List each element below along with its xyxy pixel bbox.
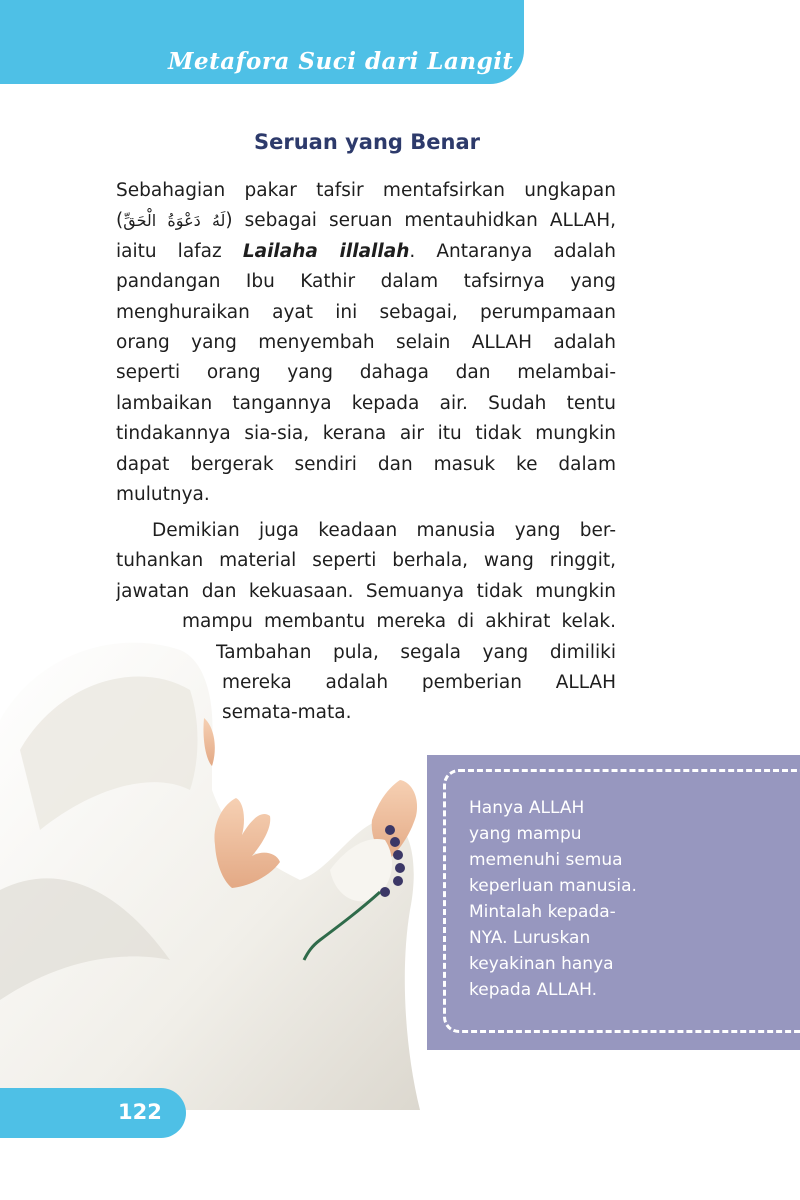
text-line: orang yang menyembah selain ALLAH adalah (116, 331, 616, 353)
text-line: tuhankan material seperti berhala, wang ringgit, (116, 550, 616, 572)
emphasized-phrase: Lailaha illallah (242, 240, 410, 262)
praying-woman-illustration (0, 630, 430, 1110)
section-heading: Seruan yang Benar (254, 130, 480, 154)
text-line: mampu membantu mereka di akhirat kelak. (182, 611, 616, 633)
arabic-phrase: لَهُ دَعْوَةُ الْحَقِّ (123, 211, 226, 231)
callout-box (427, 755, 800, 1050)
callout-line: Mintalah kepada- (469, 902, 616, 922)
text-line: mulutnya. (116, 483, 210, 505)
text-line: pandangan Ibu Kathir dalam tafsirnya yang (116, 271, 616, 293)
callout-line: memenuhi semua (469, 850, 623, 870)
text-line: mereka adalah pemberian ALLAH (222, 671, 616, 693)
text-line: menghuraikan ayat ini sebagai, perumpamaan (116, 301, 616, 323)
text-line: semata-mata. (222, 702, 352, 724)
page-number: 122 (118, 1100, 162, 1124)
text-line: seperti orang yang dahaga dan melambai- (116, 362, 616, 384)
callout-line: Hanya ALLAH (469, 798, 585, 818)
text-line: lambaikan tangannya kepada air. Sudah tentu (116, 392, 616, 414)
callout-line: kepada ALLAH. (469, 980, 597, 1000)
callout-line: keyakinan hanya (469, 954, 614, 974)
text-line: (لَهُ دَعْوَةُ الْحَقِّ) sebagai seruan mentauhidkan ALLAH, (116, 210, 616, 232)
text-line: tindakannya sia-sia, kerana air itu tidak mungkin (116, 423, 616, 445)
text-line: dapat bergerak sendiri dan masuk ke dalam (116, 453, 616, 475)
callout-line: keperluan manusia. (469, 876, 637, 896)
book-title: Metafora Suci dari Langit (168, 48, 514, 75)
text-line: Demikian juga keadaan manusia yang ber- (152, 520, 616, 541)
text-line: jawatan dan kekuasaan. Semuanya tidak mungkin (116, 580, 616, 602)
page-number-tab (0, 1088, 186, 1138)
callout-line: yang mampu (469, 824, 582, 844)
header-tab (0, 0, 524, 84)
text-line: Tambahan pula, segala yang dimiliki (216, 641, 616, 663)
callout-line: NYA. Luruskan (469, 928, 591, 948)
callout-text (469, 795, 769, 1003)
text-line: Sebahagian pakar tafsir mentafsirkan ungkapan (116, 180, 616, 201)
text-line: iaitu lafaz Lailaha illallah. Antaranya adalah (116, 240, 616, 262)
paragraph-1 (116, 176, 616, 510)
